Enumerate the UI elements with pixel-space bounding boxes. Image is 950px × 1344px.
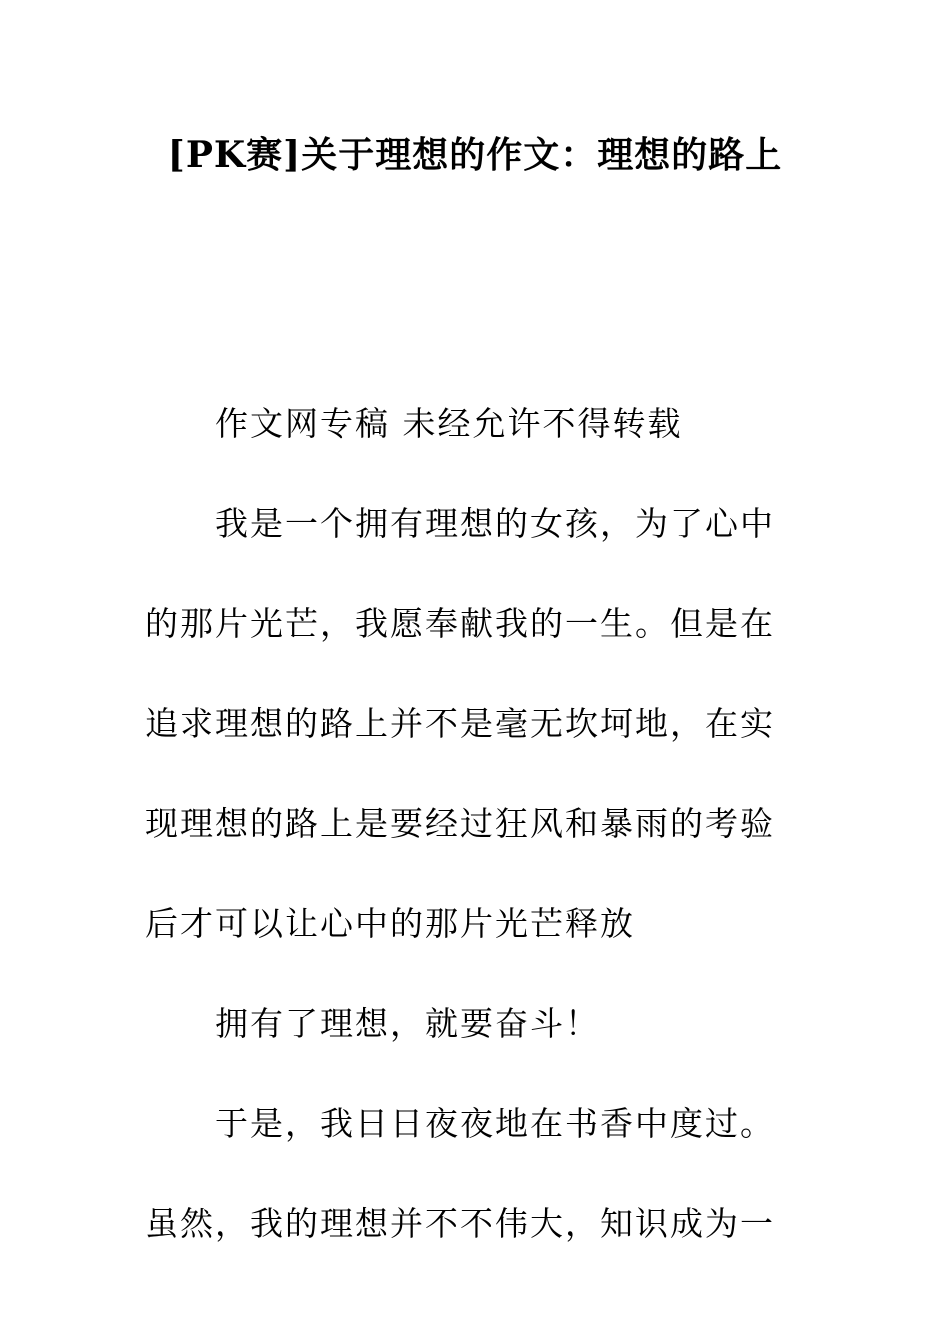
paragraph-study: 于是，我日日夜夜地在书香中度过。虽然，我的理想并不不伟大，知识成为一 [145,1104,775,1243]
document-body [145,374,785,1274]
document-title: [PK赛]关于理想的作文：理想的路上 [167,134,783,176]
paragraph-intro: 我是一个拥有理想的女孩，为了心中的那片光芒，我愿奉献我的一生。但是在追求理想的路上并不是毫无坎坷地，在实现理想的路上是要经过狂风和暴雨的考验后才可以让心中的那片光芒释放 [145,504,775,943]
paragraph-struggle: 拥有了理想，就要奋斗！ [215,1004,600,1043]
paragraph-copyright-notice: 作文网专稿 未经允许不得转载 [215,404,683,443]
